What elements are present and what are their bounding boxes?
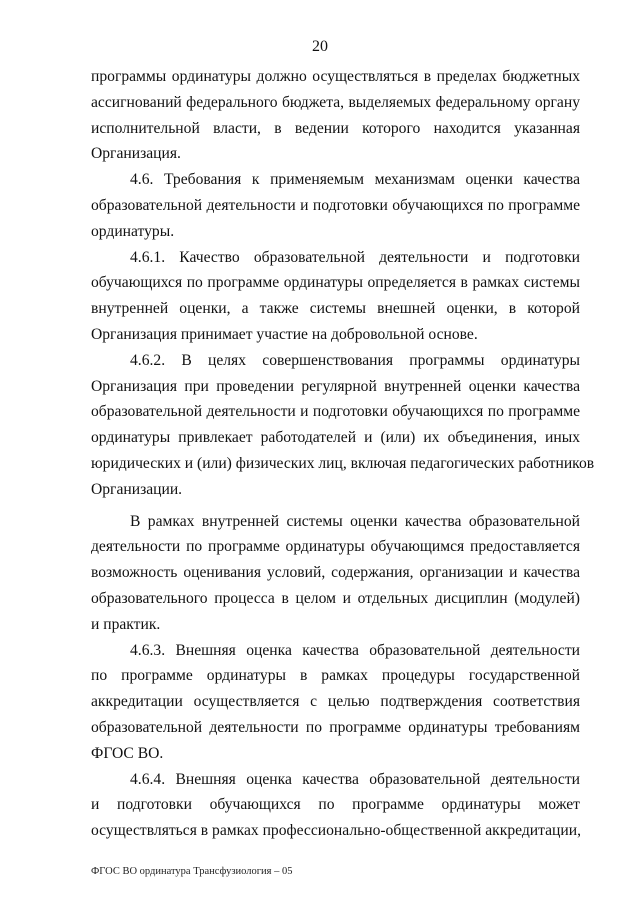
- text-line: В рамках внутренней системы оценки качества образовательной: [130, 512, 580, 530]
- text-line: по программе ординатуры в рамках процедуры государственной: [91, 667, 580, 685]
- text-line: осуществляться в рамках профессионально-общественной аккредитации,: [91, 822, 581, 840]
- text-line: возможность оценивания условий, содержания, организации и качества: [91, 564, 580, 582]
- text-line: деятельности по программе ординатуры обучающимся предоставляется: [91, 538, 580, 556]
- text-line: внутренней оценки, а также системы внешней оценки, в которой: [91, 300, 580, 318]
- page-footer: ФГОС ВО ординатура Трансфузиология – 05: [91, 866, 293, 877]
- page-number: 20: [312, 38, 328, 55]
- paragraph-continuation: [91, 64, 580, 167]
- text-line: образовательной деятельности и подготовки обучающихся по программе: [91, 196, 580, 214]
- paragraph-4-6: [91, 167, 580, 244]
- text-line: образовательной деятельности по программе ординатуры требованиям: [91, 718, 580, 736]
- text-line: образовательной деятельности и подготовки обучающихся по программе: [91, 403, 580, 421]
- text-line: Организация при проведении регулярной внутренней оценки качества: [91, 377, 580, 395]
- text-line: и подготовки обучающихся по программе ординатуры может: [91, 796, 580, 814]
- text-line: обучающихся по программе ординатуры определяется в рамках системы: [91, 274, 580, 292]
- paragraph-4-6-2: [91, 348, 595, 503]
- paragraph-4-6-3: [91, 638, 580, 767]
- text-line: ординатуры.: [91, 222, 175, 240]
- text-line: 4.6.2. В целях совершенствования программы ординатуры: [130, 351, 580, 369]
- text-line: образовательного процесса в целом и отдельных дисциплин (модулей): [91, 589, 580, 607]
- text-line: ФГОС ВО.: [91, 744, 164, 762]
- text-line: 4.6. Требования к применяемым механизмам оценки качества: [130, 171, 580, 189]
- text-line: Организация.: [91, 145, 181, 163]
- text-line: ординатуры привлекает работодателей и (или) их объединения, иных: [91, 429, 580, 447]
- text-line: 4.6.1. Качество образовательной деятельности и подготовки: [130, 248, 580, 266]
- document-body: [91, 64, 595, 844]
- text-line: исполнительной власти, в ведении которого находится указанная: [91, 119, 580, 137]
- text-line: программы ординатуры должно осуществляться в пределах бюджетных: [91, 68, 580, 85]
- text-line: аккредитации осуществляется с целью подтверждения соответствия: [91, 693, 580, 711]
- text-line: юридических и (или) физических лиц, включая педагогических работников: [91, 454, 595, 472]
- paragraph-internal-system: [91, 509, 580, 638]
- paragraph-4-6-4: [91, 767, 580, 844]
- text-line: ассигнований федерального бюджета, выделяемых федеральному органу: [91, 93, 580, 111]
- text-line: и практик.: [91, 615, 161, 633]
- text-line: 4.6.3. Внешняя оценка качества образовательной деятельности: [130, 641, 580, 659]
- text-line: Организация принимает участие на добровольной основе.: [91, 325, 478, 343]
- paragraph-4-6-1: [91, 245, 580, 348]
- text-line: Организации.: [91, 480, 183, 498]
- text-line: 4.6.4. Внешняя оценка качества образовательной деятельности: [130, 770, 580, 788]
